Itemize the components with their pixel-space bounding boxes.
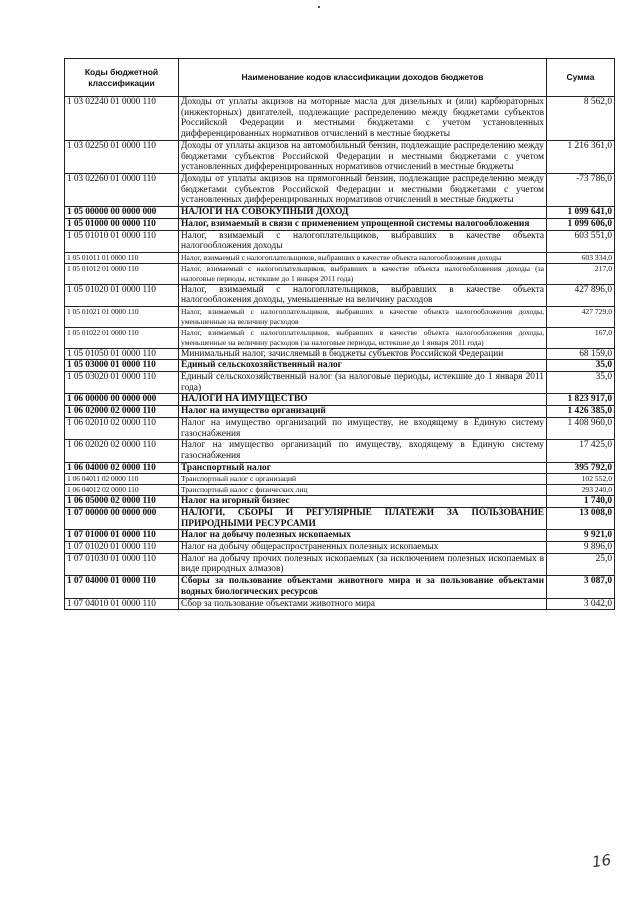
row-sum: 603 551,0 bbox=[547, 230, 615, 252]
row-sum: 13 008,0 bbox=[547, 507, 615, 529]
table-row bbox=[65, 230, 615, 252]
row-code: 1 05 03000 01 0000 110 bbox=[65, 360, 179, 372]
scan-speck bbox=[318, 6, 320, 8]
row-name: Доходы от уплаты акцизов на прямогонный бензин, подлежащие распределению между бюджетами субъектов Российской Федерации и местными бюджетами с учетом установленных дифференцированных нормативов отчислений в местные бюджеты bbox=[179, 174, 547, 207]
row-sum: 1 099 641,0 bbox=[547, 207, 615, 219]
table-row bbox=[65, 406, 615, 418]
table-row bbox=[65, 263, 615, 284]
row-name: Налог на игорный бизнес bbox=[179, 496, 547, 508]
row-sum: 8 562,0 bbox=[547, 97, 615, 141]
row-code: 1 05 01012 01 0000 110 bbox=[65, 263, 179, 284]
row-code: 1 05 01000 00 0000 110 bbox=[65, 218, 179, 230]
row-name: Доходы от уплаты акцизов на моторные масла для дизельных и (или) карбюраторных (инжекторных) двигателей, подлежащие распределению между бюджетами субъектов Российской Федерации и местными бюджетами с учетом установленных дифференцированных нормативов отчислений в местные бюджеты bbox=[179, 97, 547, 141]
row-code: 1 06 02020 02 0000 110 bbox=[65, 440, 179, 462]
row-name: Налог на имущество организаций по имуществу, входящему в Единую систему газоснабжения bbox=[179, 440, 547, 462]
row-name: Доходы от уплаты акцизов на автомобильный бензин, подлежащие распределению между бюджетами субъектов Российской Федерации и местными бюджетами с учетом установленных дифференцированных нормативов отчислений в местные бюджеты bbox=[179, 140, 547, 173]
row-name: Транспортный налог bbox=[179, 462, 547, 474]
table-row bbox=[65, 530, 615, 542]
table-header-row bbox=[65, 59, 615, 97]
row-name: Налог на имущество организаций bbox=[179, 406, 547, 418]
header-name: Наименование кодов классификации доходов бюджетов bbox=[179, 59, 547, 97]
row-name: Налог, взимаемый с налогоплательщиков, выбравших в качестве объекта налогообложения доходы (за налоговые периоды, истекшие до 1 января 2011 года) bbox=[179, 263, 547, 284]
row-code: 1 06 04012 02 0000 110 bbox=[65, 485, 179, 496]
row-code: 1 03 02250 01 0000 110 bbox=[65, 140, 179, 173]
row-name: Налог на добычу прочих полезных ископаемых (за исключением полезных ископаемых в виде природных алмазов) bbox=[179, 553, 547, 575]
table-row bbox=[65, 507, 615, 529]
row-sum: 68 159,0 bbox=[547, 348, 615, 360]
row-sum: 217,0 bbox=[547, 263, 615, 284]
row-name: Сбор за пользование объектами животного мира bbox=[179, 598, 547, 610]
row-name: Налог, взимаемый с налогоплательщиков, выбравших в качестве объекта налогообложения доходы bbox=[179, 253, 547, 264]
row-code: 1 05 01020 01 0000 110 bbox=[65, 284, 179, 306]
row-code: 1 03 02260 01 0000 110 bbox=[65, 174, 179, 207]
table-row bbox=[65, 598, 615, 610]
table-row bbox=[65, 576, 615, 598]
row-code: 1 06 05000 02 0000 110 bbox=[65, 496, 179, 508]
row-code: 1 05 01010 01 0000 110 bbox=[65, 230, 179, 252]
row-code: 1 06 02010 02 0000 110 bbox=[65, 417, 179, 439]
row-sum: -73 786,0 bbox=[547, 174, 615, 207]
row-sum: 427 729,0 bbox=[547, 307, 615, 328]
row-sum: 9 896,0 bbox=[547, 542, 615, 554]
row-sum: 1 426 385,0 bbox=[547, 406, 615, 418]
row-name: Налог на добычу полезных ископаемых bbox=[179, 530, 547, 542]
table-row bbox=[65, 140, 615, 173]
header-sum: Сумма bbox=[547, 59, 615, 97]
table-row bbox=[65, 174, 615, 207]
row-name: Налог на добычу общераспространенных полезных ископаемых bbox=[179, 542, 547, 554]
table-row bbox=[65, 417, 615, 439]
table-row bbox=[65, 360, 615, 372]
table-row bbox=[65, 440, 615, 462]
table-row bbox=[65, 327, 615, 348]
row-name: Единый сельскохозяйственный налог (за налоговые периоды, истекшие до 1 января 2011 года) bbox=[179, 371, 547, 393]
row-code: 1 05 01011 01 0000 110 bbox=[65, 253, 179, 264]
row-sum: 1 823 917,0 bbox=[547, 394, 615, 406]
row-sum: 293 240,0 bbox=[547, 485, 615, 496]
row-name: Минимальный налог, зачисляемый в бюджеты субъектов Российской Федерации bbox=[179, 348, 547, 360]
row-name: НАЛОГИ НА ИМУЩЕСТВО bbox=[179, 394, 547, 406]
row-sum: 102 552,0 bbox=[547, 474, 615, 485]
table-row bbox=[65, 207, 615, 219]
row-name: НАЛОГИ, СБОРЫ И РЕГУЛЯРНЫЕ ПЛАТЕЖИ ЗА ПОЛЬЗОВАНИЕ ПРИРОДНЫМИ РЕСУРСАМИ bbox=[179, 507, 547, 529]
header-code: Коды бюджетной классификации bbox=[65, 59, 179, 97]
row-name: Транспортный налог с физических лиц bbox=[179, 485, 547, 496]
row-code: 1 06 04011 02 0000 110 bbox=[65, 474, 179, 485]
row-name: Транспортный налог с организаций bbox=[179, 474, 547, 485]
row-code: 1 07 04010 01 0000 110 bbox=[65, 598, 179, 610]
row-sum: 603 334,0 bbox=[547, 253, 615, 264]
budget-revenue-table bbox=[64, 58, 615, 610]
row-sum: 1 216 361,0 bbox=[547, 140, 615, 173]
row-code: 1 07 01020 01 0000 110 bbox=[65, 542, 179, 554]
row-code: 1 03 02240 01 0000 110 bbox=[65, 97, 179, 141]
row-sum: 1 740,0 bbox=[547, 496, 615, 508]
row-code: 1 05 01021 01 0000 110 bbox=[65, 307, 179, 328]
row-sum: 1 099 606,0 bbox=[547, 218, 615, 230]
row-name: Налог, взимаемый с налогоплательщиков, выбравших в качестве объекта налогообложения доходы bbox=[179, 230, 547, 252]
row-sum: 3 042,0 bbox=[547, 598, 615, 610]
table-row bbox=[65, 485, 615, 496]
row-code: 1 07 04000 01 0000 110 bbox=[65, 576, 179, 598]
row-sum: 1 408 960,0 bbox=[547, 417, 615, 439]
row-sum: 35,0 bbox=[547, 360, 615, 372]
row-sum: 427 896,0 bbox=[547, 284, 615, 306]
table-row bbox=[65, 394, 615, 406]
table-row bbox=[65, 553, 615, 575]
table-row bbox=[65, 97, 615, 141]
row-code: 1 07 01030 01 0000 110 bbox=[65, 553, 179, 575]
row-code: 1 06 00000 00 0000 000 bbox=[65, 394, 179, 406]
row-code: 1 06 02000 02 0000 110 bbox=[65, 406, 179, 418]
row-name: Единый сельскохозяйственный налог bbox=[179, 360, 547, 372]
row-name: Налог, взимаемый в связи с применением упрощенной системы налогообложения bbox=[179, 218, 547, 230]
row-sum: 17 425,0 bbox=[547, 440, 615, 462]
row-code: 1 05 01022 01 0000 110 bbox=[65, 327, 179, 348]
table-row bbox=[65, 284, 615, 306]
row-sum: 25,0 bbox=[547, 553, 615, 575]
handwritten-page-number: 16 bbox=[590, 850, 613, 872]
row-code: 1 06 04000 02 0000 110 bbox=[65, 462, 179, 474]
row-code: 1 05 01050 01 0000 110 bbox=[65, 348, 179, 360]
row-name: Налог, взимаемый с налогоплательщиков, выбравших в качестве объекта налогообложения доходы, уменьшенные на величину расходов bbox=[179, 307, 547, 328]
row-sum: 395 792,0 bbox=[547, 462, 615, 474]
row-name: Налог, взимаемый с налогоплательщиков, выбравших в качестве объекта налогообложения доходы, уменьшенные на величину расходов bbox=[179, 284, 547, 306]
table-row bbox=[65, 474, 615, 485]
table-row bbox=[65, 542, 615, 554]
row-sum: 3 087,0 bbox=[547, 576, 615, 598]
row-name: Налог, взимаемый с налогоплательщиков, выбравших в качестве объекта налогообложения доходы, уменьшенные на величину расходов (за налоговые периоды, истекшие до 1 января 2011 года) bbox=[179, 327, 547, 348]
table-row bbox=[65, 348, 615, 360]
row-code: 1 05 00000 00 0000 000 bbox=[65, 207, 179, 219]
row-sum: 9 921,0 bbox=[547, 530, 615, 542]
row-sum: 167,0 bbox=[547, 327, 615, 348]
row-code: 1 07 00000 00 0000 000 bbox=[65, 507, 179, 529]
row-code: 1 05 03020 01 0000 110 bbox=[65, 371, 179, 393]
row-name: Сборы за пользование объектами животного мира и за пользование объектами водных биологических ресурсов bbox=[179, 576, 547, 598]
table-row bbox=[65, 462, 615, 474]
table-row bbox=[65, 218, 615, 230]
table-row bbox=[65, 371, 615, 393]
table-row bbox=[65, 253, 615, 264]
table-row bbox=[65, 496, 615, 508]
row-name: НАЛОГИ НА СОВОКУПНЫЙ ДОХОД bbox=[179, 207, 547, 219]
row-sum: 35,0 bbox=[547, 371, 615, 393]
row-name: Налог на имущество организаций по имуществу, не входящему в Единую систему газоснабжения bbox=[179, 417, 547, 439]
table-row bbox=[65, 307, 615, 328]
row-code: 1 07 01000 01 0000 110 bbox=[65, 530, 179, 542]
